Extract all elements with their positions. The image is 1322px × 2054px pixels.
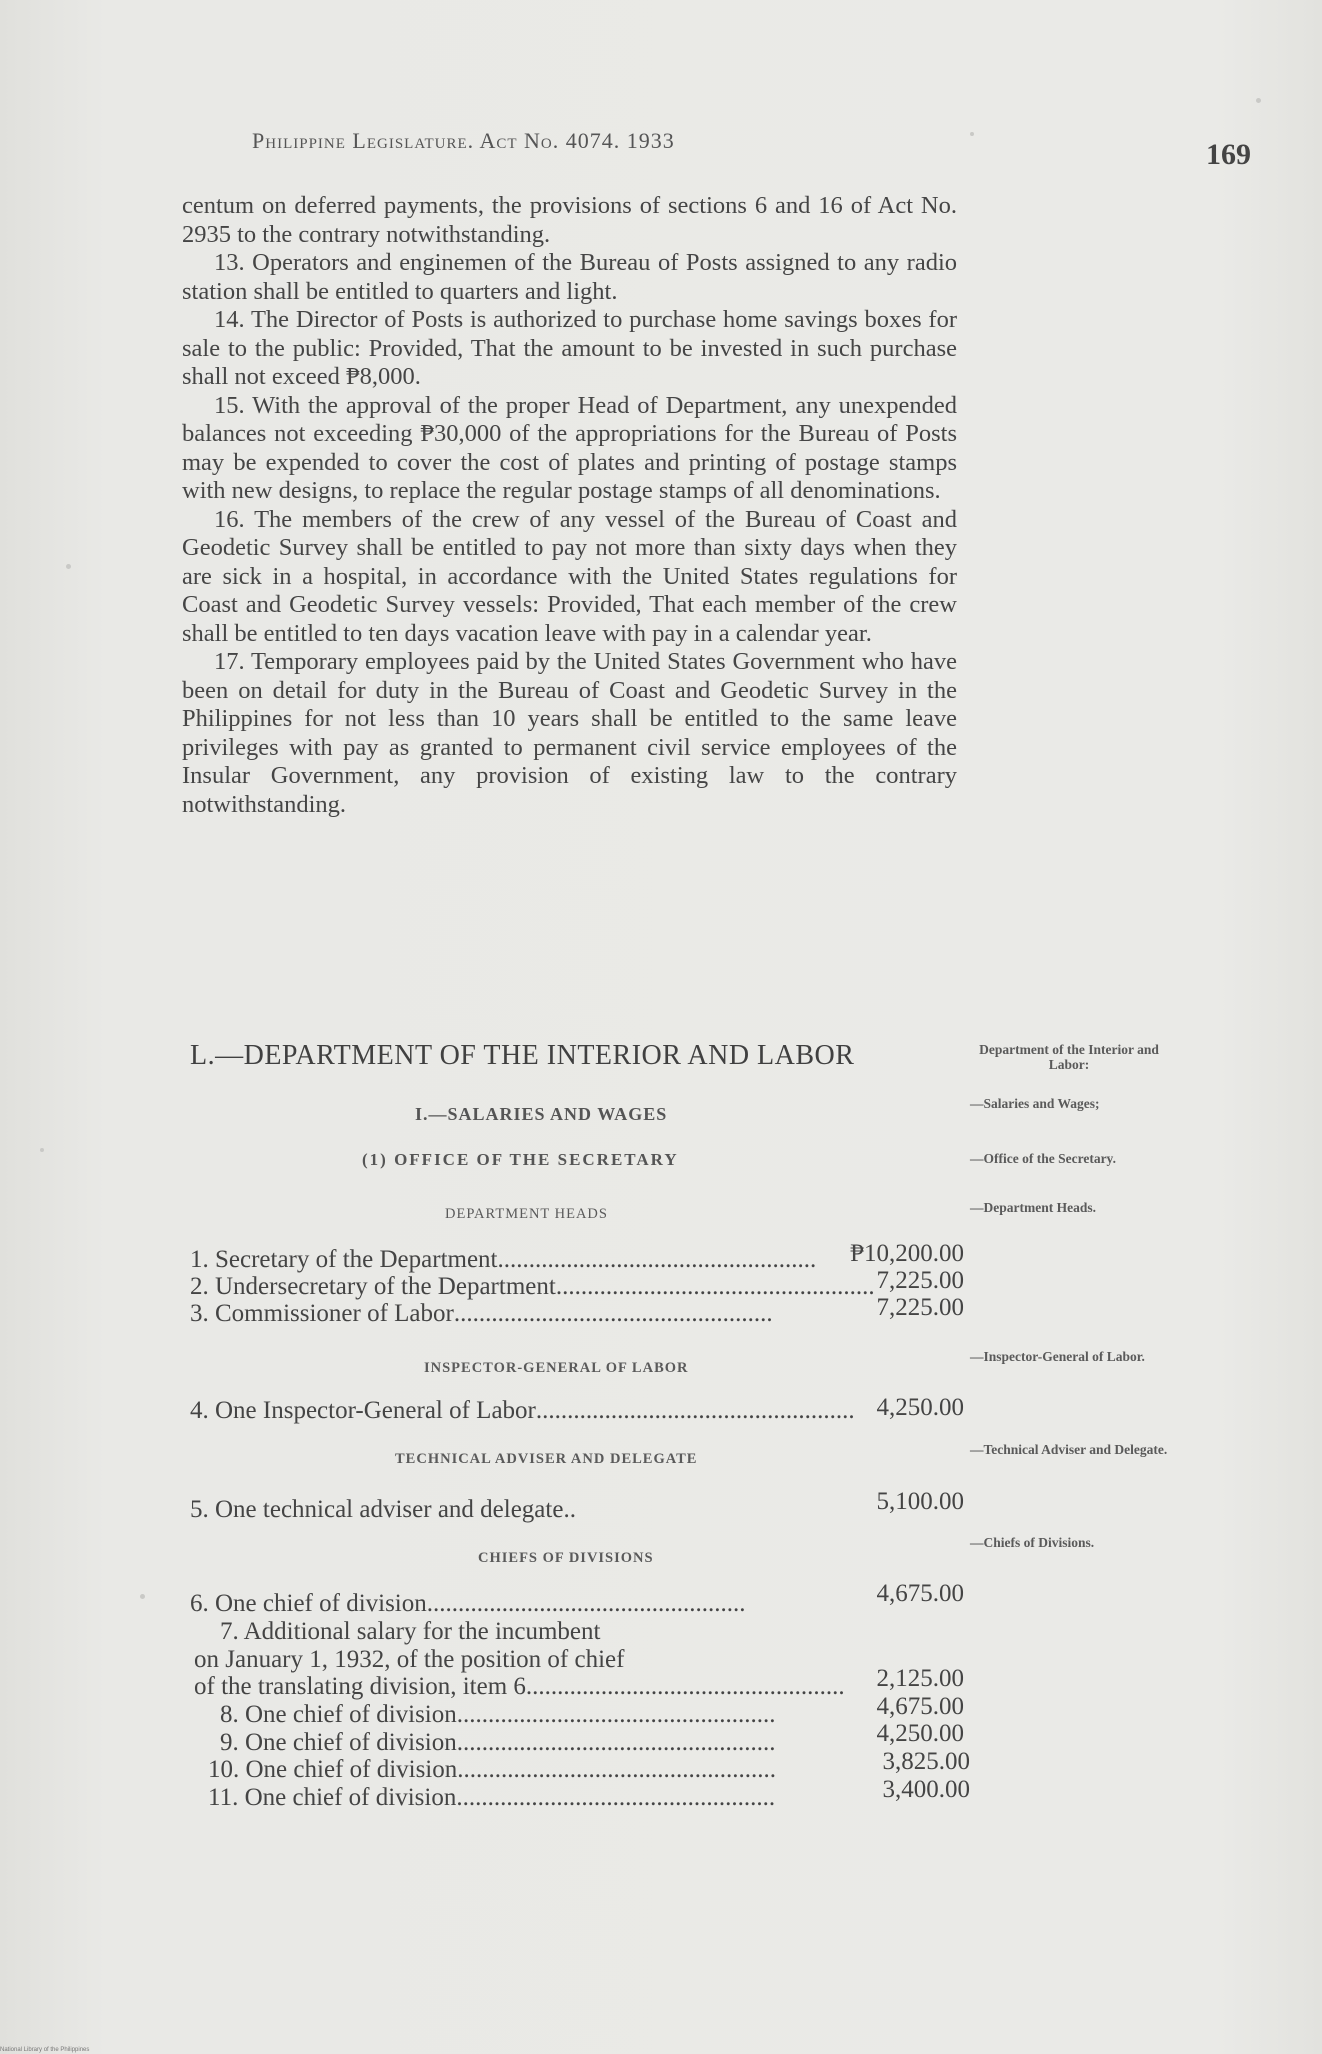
scan-speck [40, 1148, 44, 1152]
running-head: Philippine Legislature. Act No. 4074. 1933 [252, 128, 675, 153]
chiefs-title: CHIEFS OF DIVISIONS [478, 1550, 654, 1566]
margin-note-department: Department of the Interior and Labor: [979, 1042, 1159, 1072]
budget-item-line: 7. Additional salary for the incumbent [220, 1618, 601, 1645]
budget-amount: 4,675.00 [876, 1580, 964, 1607]
budget-item: 3. Commissioner of Labor................................................... [190, 1300, 773, 1327]
footer-credit: National Library of the Philippines [0, 2047, 90, 2053]
budget-item: 1. Secretary of the Department................................................... [190, 1246, 817, 1273]
salaries-title: I.—SALARIES AND WAGES [415, 1104, 668, 1124]
margin-note-dept-heads: —Department Heads. [970, 1200, 1096, 1215]
margin-note-chiefs: —Chiefs of Divisions. [970, 1535, 1095, 1550]
paragraph: 14. The Director of Posts is authorized to purchase home savings boxes for sale to the public: Provided, That the amount to be invested in such purchase shall not exceed ₱8,000. [182, 306, 957, 390]
budget-amount: 7,225.00 [876, 1294, 964, 1321]
budget-amount: ₱10,200.00 [850, 1240, 964, 1267]
budget-amount: 5,100.00 [876, 1488, 964, 1515]
technical-title: TECHNICAL ADVISER AND DELEGATE [395, 1451, 698, 1467]
budget-amount: 4,250.00 [876, 1394, 964, 1421]
budget-item: 9. One chief of division................................................... [220, 1729, 776, 1756]
paragraph: 15. With the approval of the proper Head of Department, any unexpended balances not exceeding ₱30,000 of the appropriations for the Bureau of Posts may be expended to cover the cost of plates and printing of postage stamps with new designs, to replace the regular postage stamps of all denominations. [182, 391, 957, 504]
paragraph: centum on deferred payments, the provisions of sections 6 and 16 of Act No. 2935 to the contrary notwithstanding. [182, 192, 957, 248]
body-text [182, 192, 957, 819]
budget-amount: 2,125.00 [876, 1665, 964, 1692]
budget-item-line: on January 1, 1932, of the position of chief [194, 1646, 625, 1673]
budget-amount: 4,675.00 [876, 1693, 964, 1720]
page-number: 169 [1206, 138, 1251, 171]
paragraph: 16. The members of the crew of any vessel of the Bureau of Coast and Geodetic Survey shall be entitled to pay not more than sixty days when they are sick in a hospital, in accordance with the United States regulations for Coast and Geodetic Survey vessels: Provided, That each member of the crew shall be entitled to ten days vacation leave with pay in a calendar year. [182, 505, 957, 647]
budget-item: 6. One chief of division................................................... [190, 1590, 746, 1617]
paragraph: 13. Operators and enginemen of the Bureau of Posts assigned to any radio station shall be entitled to quarters and light. [182, 249, 957, 305]
scan-speck [66, 564, 71, 569]
budget-item: 11. One chief of division................................................... [208, 1784, 776, 1811]
inspector-title: INSPECTOR-GENERAL OF LABOR [424, 1360, 689, 1376]
scan-speck [1256, 98, 1261, 103]
budget-amount: 3,825.00 [882, 1748, 970, 1775]
margin-note-inspector: —Inspector-General of Labor. [970, 1349, 1145, 1364]
budget-item: 8. One chief of division................................................... [220, 1701, 776, 1728]
budget-amount: 7,225.00 [876, 1267, 964, 1294]
office-title: (1) OFFICE OF THE SECRETARY [362, 1150, 679, 1169]
margin-note-salaries: —Salaries and Wages; [970, 1096, 1100, 1111]
budget-amount: 3,400.00 [882, 1776, 970, 1803]
budget-amount: 4,250.00 [876, 1720, 964, 1747]
budget-item-line: of the translating division, item 6................................................... [194, 1673, 845, 1700]
scan-speck [140, 1594, 145, 1599]
margin-note-technical: —Technical Adviser and Delegate. [970, 1442, 1168, 1457]
budget-item: 2. Undersecretary of the Department................................................... [190, 1273, 875, 1300]
margin-note-office: —Office of the Secretary. [970, 1151, 1116, 1166]
department-title: L.—DEPARTMENT OF THE INTERIOR AND LABOR [190, 1040, 855, 1071]
budget-item: 5. One technical adviser and delegate.. [190, 1496, 576, 1523]
scan-speck [970, 132, 974, 136]
budget-item: 10. One chief of division................................................... [208, 1756, 777, 1783]
dept-heads-title: DEPARTMENT HEADS [445, 1206, 608, 1222]
paragraph: 17. Temporary employees paid by the United States Government who have been on detail for duty in the Bureau of Coast and Geodetic Survey in the Philippines for not less than 10 years shall be entitled to the same leave privileges with pay as granted to permanent civil service employees of the Insular Government, any provision of existing law to the contrary notwithstanding. [182, 648, 957, 818]
budget-item: 4. One Inspector-General of Labor................................................... [190, 1397, 855, 1424]
